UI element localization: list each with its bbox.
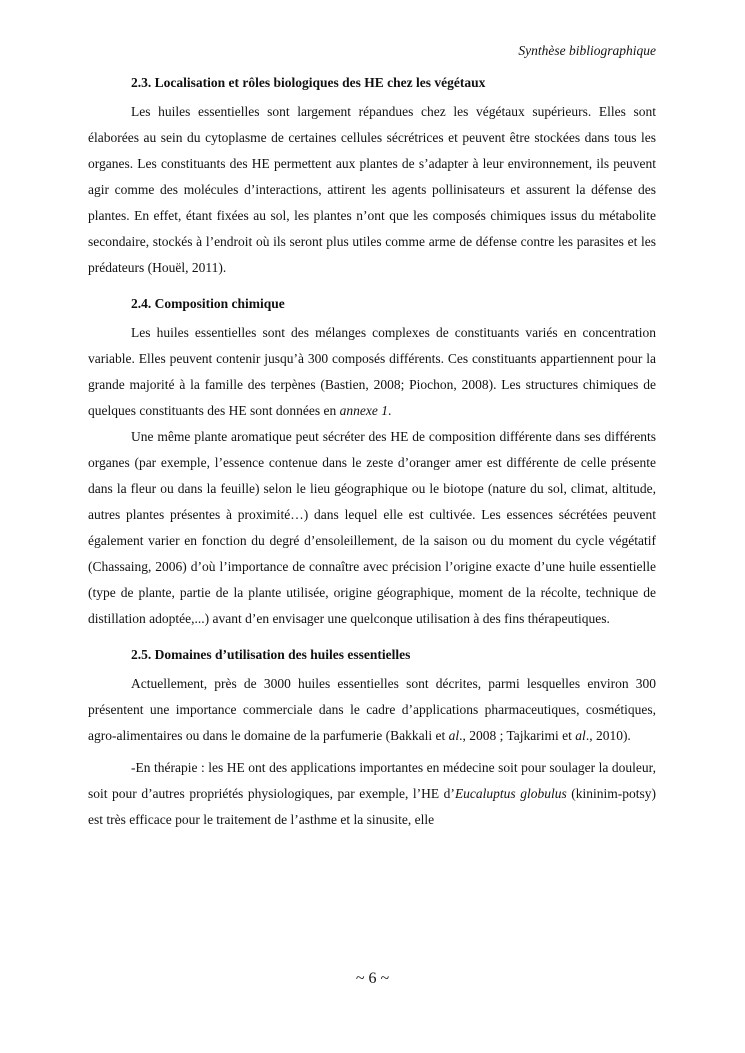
paragraph-domains-1: Actuellement, près de 3000 huiles essentielles sont décrites, parmi lesquelles environ 300 présentent une importance commerciale dans le cadre d’applications pharmaceutiques, cosmétiques, agro-alimentaires ou dans le domaine de la parfumerie (Bakkali et al., 2008 ; Tajkarimi et al., 2010).: [88, 676, 656, 743]
section-heading-2-4: 2.4. Composition chimique: [131, 296, 285, 311]
section-heading-2-3: 2.3. Localisation et rôles biologiques des HE chez les végétaux: [131, 75, 486, 90]
paragraph-localisation: Les huiles essentielles sont largement répandues chez les végétaux supérieurs. Elles sont élaborées au sein du cytoplasme de certaines cellules sécrétrices et peuvent être stockées dans tous les organes. Les constituants des HE permettent aux plantes de s’adapter à leur environnement, ils peuvent agir comme des molécules d’interactions, attirent les agents pollinisateurs et assurent la défense des plantes. En effet, étant fixées au sol, les plantes n’ont que les composés chimiques issus du métabolite secondaire, stockés à l’endroit où ils seront plus utiles comme arme de défense contre les parasites et les prédateurs (Houël, 2011).: [88, 104, 656, 275]
paragraph-composition-2: Une même plante aromatique peut sécréter des HE de composition différente dans ses différents organes (par exemple, l’essence contenue dans le zeste d’oranger amer est différente de celle présente dans la fleur ou dans la feuille) selon le lieu géographique ou le biotope (nature du sol, climat, altitude, autres plantes présentes à proximité…) dans lequel elle est cultivée. Les essences sécrétées peuvent également varier en fonction du degré d’ensoleillement, de la saison ou du moment du cycle végétatif (Chassaing, 2006) d’où l’importance de connaître avec précision l’origine exacte d’une huile essentielle (type de plante, partie de la plante utilisée, origine géographique, moment de la récolte, technique de distillation adoptée,...) avant d’en envisager une quelconque utilisation à des fins thérapeutiques.: [88, 429, 656, 626]
paragraph-composition-1: Les huiles essentielles sont des mélanges complexes de constituants variés en concentration variable. Elles peuvent contenir jusqu’à 300 composés différents. Ces constituants appartiennent pour la grande majorité à la famille des terpènes (Bastien, 2008; Piochon, 2008). Les structures chimiques de quelques constituants des HE sont données en annexe 1.: [88, 325, 656, 418]
paragraph-therapy: -En thérapie : les HE ont des applications importantes en médecine soit pour soulager la douleur, soit pour d’autres propriétés physiologiques, par exemple, l’HE d’Eucaluptus globulus (kininim-potsy) est très efficace pour le traitement de l’asthme et la sinusite, elle: [88, 760, 657, 827]
page-number: ~ 6 ~: [355, 970, 390, 987]
running-header: Synthèse bibliographique: [518, 43, 656, 58]
species-name: Eucaluptus globulus: [454, 786, 567, 801]
page-body: [88, 72, 656, 833]
annex-reference: annexe 1: [339, 403, 388, 418]
section-heading-2-5: 2.5. Domaines d’utilisation des huiles essentielles: [131, 647, 411, 662]
